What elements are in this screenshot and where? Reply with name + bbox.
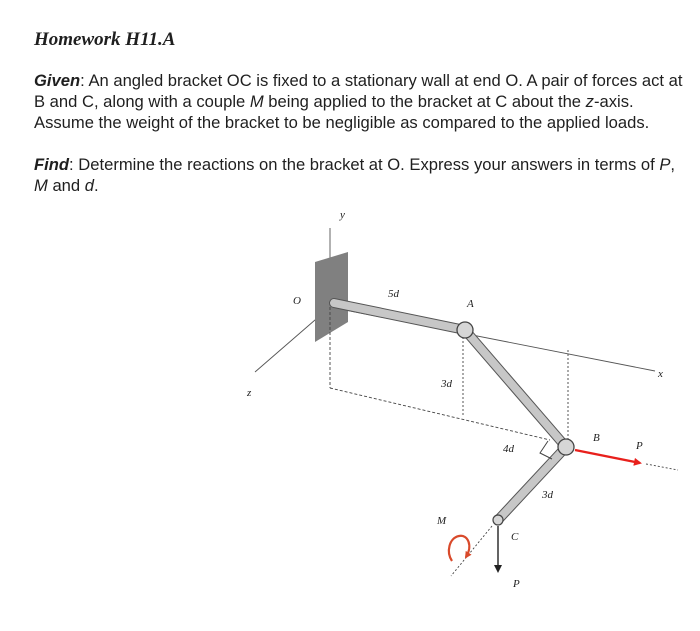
- given-sep: :: [80, 71, 89, 90]
- force-P-at-B: [575, 450, 640, 463]
- label-O: O: [293, 295, 301, 307]
- right-angle-mark: [540, 441, 552, 459]
- find-comma: ,: [670, 155, 676, 174]
- find-end: .: [93, 176, 99, 195]
- joint-A: [457, 322, 473, 338]
- label-C: C: [511, 531, 519, 543]
- find-text-1: Determine the reactions on the bracket at O. Express your answers in terms of: [78, 155, 660, 174]
- find-sep: :: [69, 155, 79, 174]
- given-text-3: -axis. Assume the weight of the bracket to be negligible as compared to the applied loads.: [34, 92, 650, 132]
- label-z: z: [247, 387, 252, 399]
- label-B: B: [593, 432, 600, 444]
- label-5d: 5d: [388, 288, 399, 300]
- label-x: x: [658, 368, 663, 380]
- label-y: y: [340, 209, 345, 221]
- end-C: [493, 515, 503, 525]
- force-P-extension: [646, 464, 678, 470]
- wall: [315, 252, 348, 342]
- label-3d-a: 3d: [441, 378, 452, 390]
- find-and: and: [47, 176, 85, 195]
- given-z: z: [585, 92, 594, 111]
- given-M: M: [249, 92, 264, 111]
- given-text-2: being applied to the bracket at C about the: [263, 92, 586, 111]
- page-title: Homework H11.A: [34, 29, 176, 50]
- label-3d-b: 3d: [542, 489, 553, 501]
- label-4d: 4d: [503, 443, 514, 455]
- label-M: M: [437, 515, 447, 527]
- label-P-C: P: [513, 578, 520, 590]
- joint-B: [558, 439, 574, 455]
- find-M: M: [34, 176, 48, 195]
- given-label: Given: [34, 71, 81, 90]
- find-d: d: [84, 176, 94, 195]
- find-label: Find: [34, 155, 70, 174]
- given-text-1: An angled bracket OC is fixed to a stationary wall at end O. A pair of forces act at B and C, along with a couple: [34, 71, 683, 111]
- bracket: [334, 303, 574, 525]
- z-axis-at-C: [451, 526, 492, 576]
- label-P-B: P: [636, 440, 643, 452]
- find-P: P: [659, 155, 671, 174]
- label-A: A: [467, 298, 474, 310]
